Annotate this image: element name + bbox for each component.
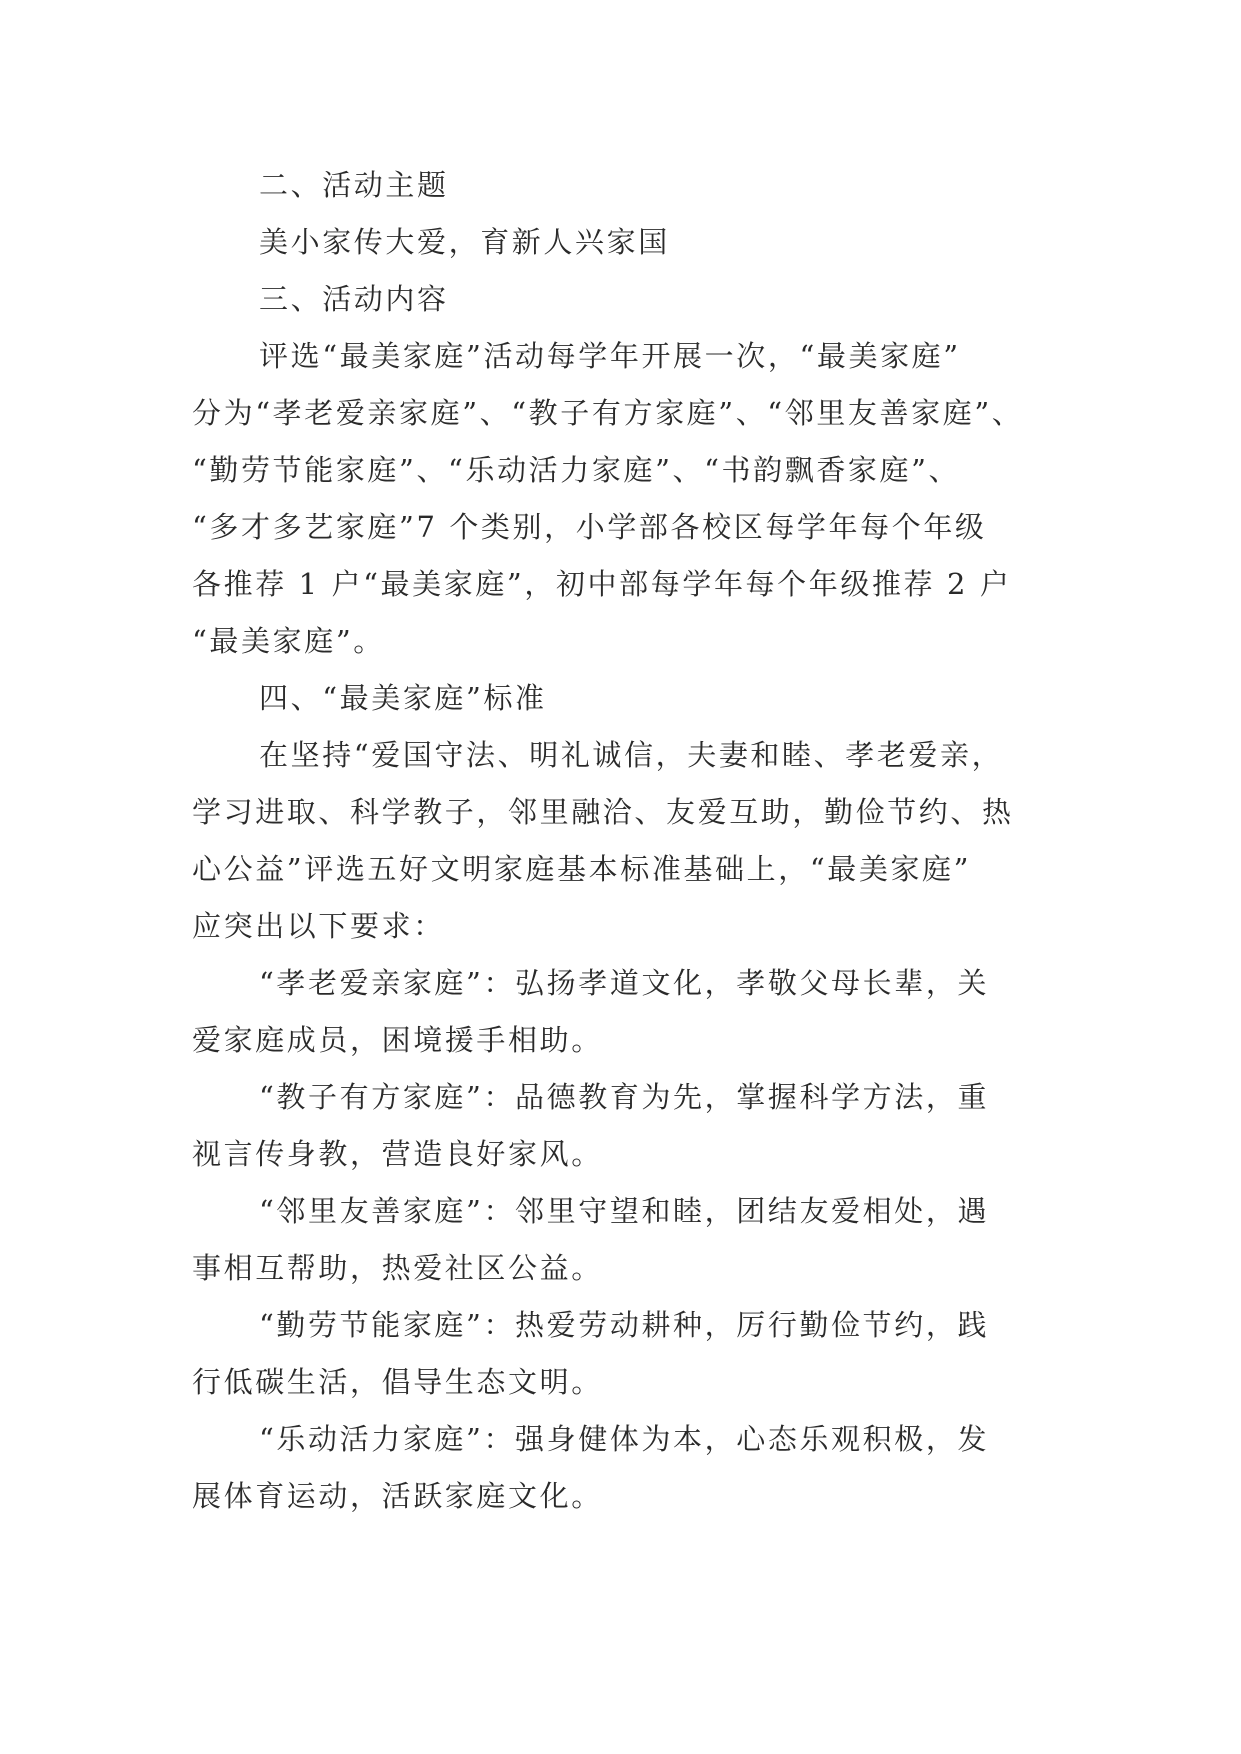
paragraph-line: “最美家庭”。 xyxy=(192,624,385,658)
paragraph-line: 在坚持“爱国守法、明礼诚信，夫妻和睦、孝老爱亲， xyxy=(259,738,1004,772)
paragraph-line: 学习进取、科学教子，邻里融洽、友爱互助，勤俭节约、热 xyxy=(192,795,1014,829)
paragraph-line: 心公益”评选五好文明家庭基本标准基础上，“最美家庭” xyxy=(192,852,972,886)
paragraph-line: 分为“孝老爱亲家庭”、“教子有方家庭”、“邻里友善家庭”、 xyxy=(192,396,1024,430)
paragraph-line: “邻里友善家庭”：邻里守望和睦，团结友爱相处，遇 xyxy=(259,1194,990,1228)
heading-standards: 四、“最美家庭”标准 xyxy=(259,681,547,715)
paragraph-line: 事相互帮助，热爱社区公益。 xyxy=(192,1251,603,1285)
paragraph-line: “多才多艺家庭”7 个类别，小学部各校区每学年每个年级 xyxy=(192,510,987,544)
paragraph-line: “乐动活力家庭”：强身健体为本，心态乐观积极，发 xyxy=(259,1422,990,1456)
paragraph-line: “教子有方家庭”：品德教育为先，掌握科学方法，重 xyxy=(259,1080,990,1114)
paragraph-line: “勤劳节能家庭”：热爱劳动耕种，厉行勤俭节约，践 xyxy=(259,1308,990,1342)
paragraph-line: 展体育运动，活跃家庭文化。 xyxy=(192,1479,603,1513)
paragraph-line: 视言传身教，营造良好家风。 xyxy=(192,1137,603,1171)
heading-activity-theme: 二、活动主题 xyxy=(259,168,449,202)
heading-activity-content: 三、活动内容 xyxy=(259,282,449,316)
paragraph-line: “孝老爱亲家庭”：弘扬孝道文化，孝敬父母长辈，关 xyxy=(259,966,990,1000)
paragraph-line: 爱家庭成员，困境援手相助。 xyxy=(192,1023,603,1057)
paragraph-line: 评选“最美家庭”活动每学年开展一次，“最美家庭” xyxy=(259,339,961,373)
paragraph-line: 行低碳生活，倡导生态文明。 xyxy=(192,1365,603,1399)
paragraph-line: 应突出以下要求： xyxy=(192,909,445,943)
paragraph-line: “勤劳节能家庭”、“乐动活力家庭”、“书韵飘香家庭”、 xyxy=(192,453,961,487)
paragraph-line: 各推荐 1 户“最美家庭”，初中部每学年每个年级推荐 2 户 xyxy=(192,567,1012,601)
theme-text: 美小家传大爱，育新人兴家国 xyxy=(259,225,670,259)
